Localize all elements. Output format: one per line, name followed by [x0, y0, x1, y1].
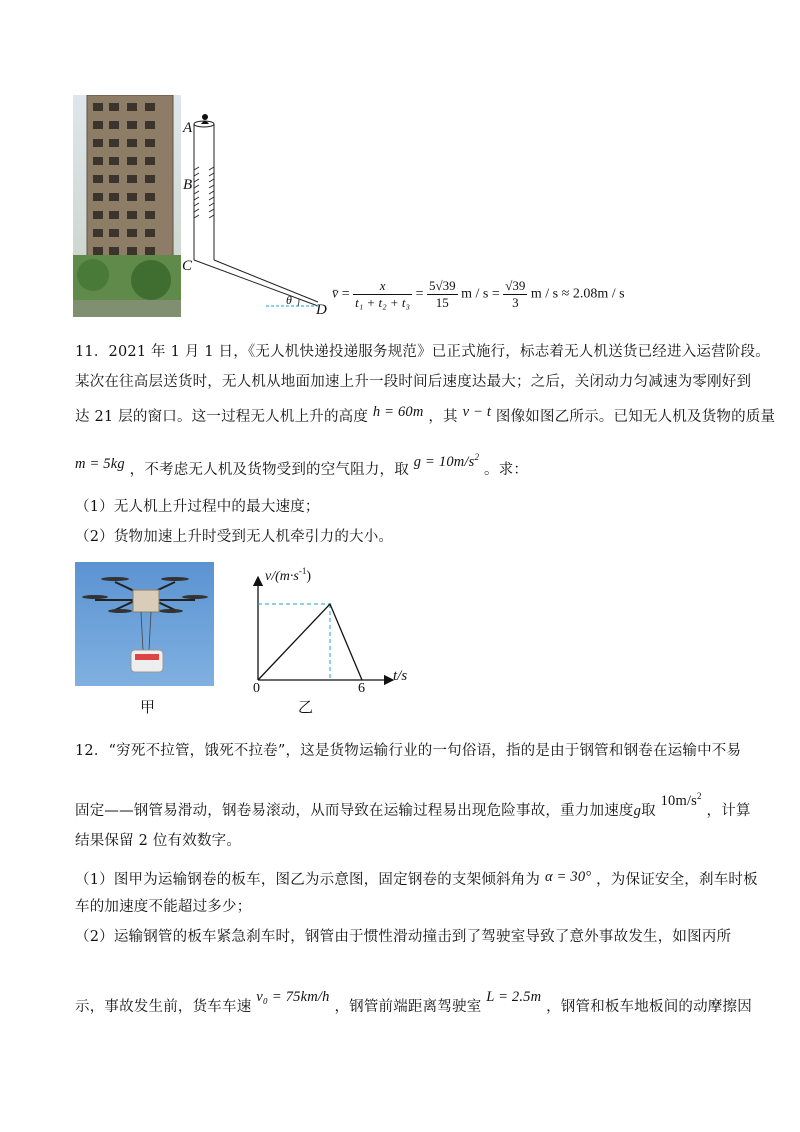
- q12-sub2c: ，钢管前端距离驾驶室: [334, 999, 482, 1015]
- vt-x-tick-6: 6: [358, 681, 365, 696]
- q12-sub2d: ，钢管和板车地板间的动摩擦因: [546, 999, 752, 1015]
- formula-frac1-num: x: [353, 278, 412, 295]
- formula-frac1-den: t₁ + t₂ + t₃: [355, 295, 411, 310]
- average-speed-formula: v̄ = $\frac{x}{\text{t₁ + t₂ + t₃}}$ = $\frac{5√39}{15}$ m / s = $\frac{√39}{3}$ m / s ≈ 2.08m / s: [332, 278, 625, 310]
- formula-frac3: [503, 278, 527, 311]
- q12-sub1b: ，为保证安全，刹车时板: [596, 872, 758, 888]
- building-photo: [73, 95, 181, 317]
- q12-line3: 结果保留 2 位有效数字。: [75, 833, 242, 849]
- q12-line1: 12．“穷死不拉管，饿死不拉卷”，这是货物运输行业的一句俗语，指的是由于钢管和钢卷在运输中不易: [75, 743, 742, 759]
- formula-result: m / s ≈ 2.08m / s: [530, 286, 625, 302]
- q12-line2a: 固定——钢管易滑动，钢卷易滚动，从而导致在运输过程易出现危险事故，重力加速度: [75, 803, 634, 819]
- q11-g-expr: [414, 454, 479, 470]
- q12-g-sym: g: [633, 803, 642, 819]
- q12-sub2b: 示，事故发生前，货车车速: [75, 999, 252, 1015]
- q11-line3c: 图像如图乙所示。已知无人机及货物的质量: [495, 409, 776, 425]
- vt-ylabel-text: v/(m·s: [265, 569, 299, 584]
- vt-xlabel: t/s: [393, 668, 408, 684]
- q12-sub2a: （2）运输钢管的板车紧急刹车时，钢管由于惯性滑动撞击到了驾驶室导致了意外事故发生，如图丙所: [75, 929, 732, 945]
- formula-frac2-den: 15: [435, 295, 449, 310]
- q12-sub1c: 车的加速度不能超过多少；: [75, 899, 252, 915]
- label-D: D: [316, 302, 327, 318]
- formula-frac2-num: 5√39: [428, 278, 456, 293]
- q11-sub1: （1）无人机上升过程中的最大速度；: [75, 499, 320, 515]
- q12-L-expr: L = 2.5m: [486, 989, 542, 1005]
- q11-h-expr: h = 60m: [372, 404, 424, 420]
- q11-line3a: 达 21 层的窗口。这一过程无人机上升的高度: [75, 409, 369, 425]
- q11-g-text: g = 10m/s: [413, 454, 475, 470]
- formula-frac3-num: √39: [505, 278, 526, 293]
- formula-frac2: [427, 278, 458, 311]
- formula-lhs: v̄: [332, 286, 339, 302]
- vt-origin: 0: [253, 681, 260, 696]
- q11-line2: 某次在往高层送货时，无人机从地面加速上升一段时间后速度达最大；之后，关闭动力匀减速为零刚好到: [75, 374, 752, 390]
- q11-m-expr: m = 5kg: [75, 456, 125, 472]
- vt-ylabel-exp: -1: [298, 566, 307, 576]
- q11-line3: [75, 405, 775, 425]
- q12-sub2-line2: [75, 990, 752, 1015]
- label-A: A: [183, 120, 193, 136]
- vt-ylabel-close: ): [306, 569, 311, 584]
- label-B: B: [183, 177, 193, 193]
- label-theta: θ: [286, 293, 292, 307]
- q12-g-val: [661, 793, 702, 809]
- q11-sub2: （2）货物加速上升时受到无人机牵引力的大小。: [75, 529, 394, 545]
- formula-frac3-den: 3: [512, 295, 519, 310]
- q12-sub1a: （1）图甲为运输钢卷的板车，图乙为示意图，固定钢卷的支架倾斜角为: [75, 872, 541, 888]
- q11-g-exp: 2: [474, 452, 480, 462]
- q11-line1: 11．2021 年 1 月 1 日，《无人机快递投递服务规范》已正式施行，标志着无人机送货已经进入运营阶段。: [75, 344, 770, 360]
- q12-line2c: ，计算: [706, 803, 751, 819]
- drone-photo: [75, 562, 214, 686]
- caption-jia: 甲: [140, 698, 156, 716]
- pipe-diagram: [180, 110, 340, 320]
- q11-line4: [75, 453, 528, 478]
- vt-velocity-line: [258, 604, 362, 680]
- caption-yi: 乙: [298, 698, 314, 716]
- q12-line2b: 取: [641, 803, 656, 819]
- label-C: C: [182, 258, 193, 274]
- q11-line4b: 。求：: [484, 462, 529, 478]
- q12-alpha-expr: α = 30°: [544, 869, 592, 885]
- q11-line4a: ，不考虑无人机及货物受到的空气阻力，取: [129, 462, 409, 478]
- q11-vt-expr: v − t: [462, 404, 492, 420]
- q12-g-exp: 2: [697, 791, 702, 801]
- q12-g-val-text: 10m/s: [660, 793, 698, 809]
- q12-sub1: [75, 870, 758, 888]
- formula-unit: m / s: [461, 286, 489, 302]
- formula-frac1: [353, 278, 412, 311]
- q12-line2: [75, 792, 751, 819]
- q12-v0-expr: v₀ = 75km/h: [256, 989, 330, 1005]
- q11-line3b: ，其: [428, 409, 458, 425]
- vt-ylabel: [265, 566, 311, 585]
